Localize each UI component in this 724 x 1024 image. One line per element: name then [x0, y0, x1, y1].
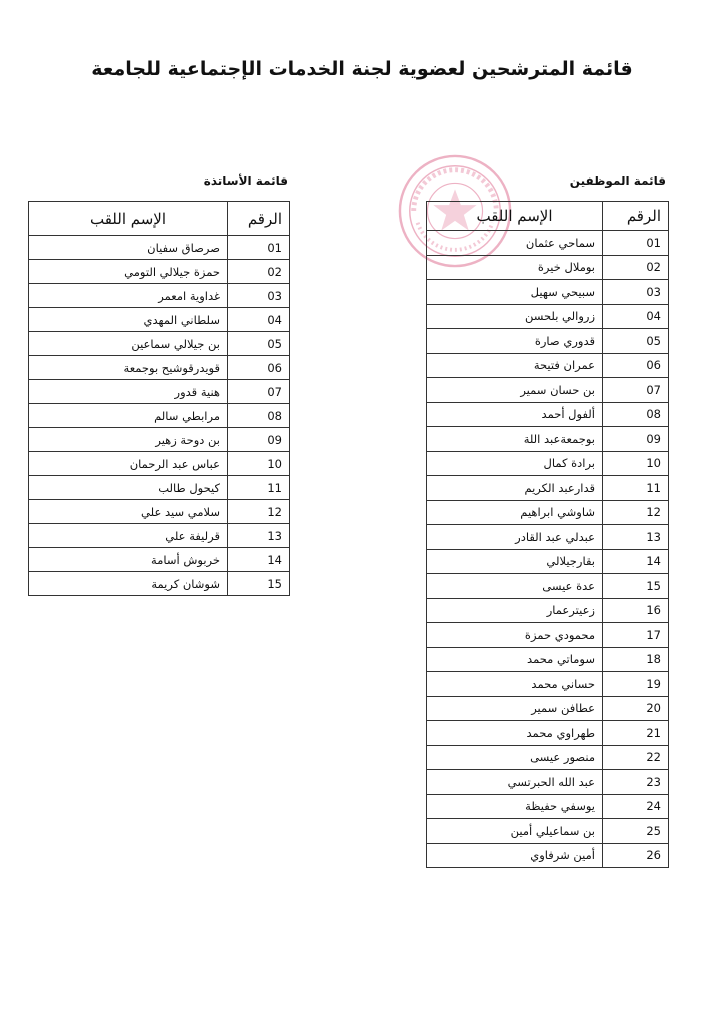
row-number: 02: [228, 260, 290, 284]
row-number: 11: [603, 476, 669, 501]
row-name: عبدلي عبد القادر: [427, 525, 603, 550]
row-number: 09: [603, 427, 669, 452]
row-name: سلامي سيد علي: [29, 500, 228, 524]
table-row: [427, 255, 669, 280]
table-row: [427, 525, 669, 550]
row-number: 07: [603, 378, 669, 403]
row-name: سوماتي محمد: [427, 647, 603, 672]
table-row: [427, 329, 669, 354]
row-number: 12: [228, 500, 290, 524]
row-name: عمران فتيحة: [427, 353, 603, 378]
table-row: [427, 721, 669, 746]
table-row: [427, 819, 669, 844]
row-name: كيحول طالب: [29, 476, 228, 500]
table-row: [29, 260, 290, 284]
table-row: [427, 745, 669, 770]
row-number: 03: [228, 284, 290, 308]
header-name: الإسم اللقب: [29, 202, 228, 236]
row-number: 01: [603, 231, 669, 256]
row-name: بن جيلالي سماعين: [29, 332, 228, 356]
table-row: [427, 770, 669, 795]
row-number: 10: [603, 451, 669, 476]
row-name: بوجمعةعبد اللة: [427, 427, 603, 452]
row-number: 21: [603, 721, 669, 746]
row-name: منصور عيسى: [427, 745, 603, 770]
table-row: [29, 548, 290, 572]
row-number: 05: [603, 329, 669, 354]
staff-table-header: [427, 202, 669, 231]
row-name: بقارجيلالي: [427, 549, 603, 574]
row-number: 10: [228, 452, 290, 476]
row-name: زروالي بلحسن: [427, 304, 603, 329]
page-title: قائمة المترشحين لعضوية لجنة الخدمات الإجتماعية للجامعة: [91, 58, 633, 80]
table-row: [29, 356, 290, 380]
row-name: حساني محمد: [427, 672, 603, 697]
row-number: 15: [228, 572, 290, 596]
table-row: [427, 427, 669, 452]
teachers-table-header: [29, 202, 290, 236]
table-row: [29, 524, 290, 548]
table-row: [427, 304, 669, 329]
row-name: طهراوي محمد: [427, 721, 603, 746]
table-row: [427, 402, 669, 427]
row-name: بن حسان سمير: [427, 378, 603, 403]
table-row: [427, 598, 669, 623]
row-number: 23: [603, 770, 669, 795]
table-row: [29, 572, 290, 596]
row-number: 04: [603, 304, 669, 329]
row-name: قدارعبد الكريم: [427, 476, 603, 501]
table-row: [29, 236, 290, 260]
table-row: [427, 549, 669, 574]
table-row: [427, 672, 669, 697]
header-number: الرقم: [228, 202, 290, 236]
table-row: [427, 476, 669, 501]
row-number: 05: [228, 332, 290, 356]
row-name: يوسفي حفيظة: [427, 794, 603, 819]
row-name: قويدرقوشيح بوجمعة: [29, 356, 228, 380]
row-name: أمين شرفاوي: [427, 843, 603, 868]
row-name: قدوري صارة: [427, 329, 603, 354]
row-number: 01: [228, 236, 290, 260]
row-number: 22: [603, 745, 669, 770]
row-name: صرصاق سفيان: [29, 236, 228, 260]
row-name: بن دوحة زهير: [29, 428, 228, 452]
row-name: محمودي حمزة: [427, 623, 603, 648]
table-row: [427, 574, 669, 599]
row-name: عدة عيسى: [427, 574, 603, 599]
row-number: 07: [228, 380, 290, 404]
row-name: مرابطي سالم: [29, 404, 228, 428]
row-name: ألفول أحمد: [427, 402, 603, 427]
table-row: [29, 308, 290, 332]
teachers-table: [28, 201, 290, 596]
table-row: [29, 428, 290, 452]
row-number: 06: [228, 356, 290, 380]
table-row: [427, 843, 669, 868]
teachers-list-caption: قائمة الأساتذة: [203, 174, 288, 188]
row-name: شاوشي ابراهيم: [427, 500, 603, 525]
row-name: سبيحي سهيل: [427, 280, 603, 305]
row-name: عبد الله الحبرتسي: [427, 770, 603, 795]
row-name: هنية قدور: [29, 380, 228, 404]
row-number: 20: [603, 696, 669, 721]
row-number: 09: [228, 428, 290, 452]
row-name: برادة كمال: [427, 451, 603, 476]
staff-list-caption: قائمة الموظفين: [569, 174, 666, 188]
row-name: سلطاني المهدي: [29, 308, 228, 332]
table-row: [29, 284, 290, 308]
row-number: 15: [603, 574, 669, 599]
table-row: [29, 332, 290, 356]
row-number: 18: [603, 647, 669, 672]
row-name: قرليفة علي: [29, 524, 228, 548]
row-name: حمزة جيلالي التومي: [29, 260, 228, 284]
row-number: 25: [603, 819, 669, 844]
table-row: [29, 380, 290, 404]
row-name: شوشان كريمة: [29, 572, 228, 596]
table-row: [427, 623, 669, 648]
row-number: 14: [603, 549, 669, 574]
row-name: زعيترعمار: [427, 598, 603, 623]
table-row: [29, 500, 290, 524]
row-number: 26: [603, 843, 669, 868]
table-row: [427, 280, 669, 305]
row-number: 12: [603, 500, 669, 525]
header-number: الرقم: [603, 202, 669, 231]
row-number: 24: [603, 794, 669, 819]
row-number: 14: [228, 548, 290, 572]
row-number: 04: [228, 308, 290, 332]
table-row: [427, 696, 669, 721]
row-name: سماحي عثمان: [427, 231, 603, 256]
table-row: [427, 231, 669, 256]
row-number: 11: [228, 476, 290, 500]
table-row: [427, 353, 669, 378]
row-number: 03: [603, 280, 669, 305]
table-row: [29, 452, 290, 476]
header-name: الإسم اللقب: [427, 202, 603, 231]
row-name: خربوش أسامة: [29, 548, 228, 572]
row-number: 02: [603, 255, 669, 280]
row-number: 17: [603, 623, 669, 648]
table-row: [29, 404, 290, 428]
row-name: عباس عبد الرحمان: [29, 452, 228, 476]
row-number: 06: [603, 353, 669, 378]
row-number: 13: [603, 525, 669, 550]
table-row: [427, 647, 669, 672]
row-number: 13: [228, 524, 290, 548]
row-number: 19: [603, 672, 669, 697]
row-name: غداوية امعمر: [29, 284, 228, 308]
row-name: بوملال خيرة: [427, 255, 603, 280]
row-number: 08: [603, 402, 669, 427]
table-row: [427, 500, 669, 525]
row-number: 16: [603, 598, 669, 623]
row-name: بن سماعيلي أمين: [427, 819, 603, 844]
table-row: [29, 476, 290, 500]
table-row: [427, 451, 669, 476]
row-name: عطافن سمير: [427, 696, 603, 721]
table-row: [427, 378, 669, 403]
row-number: 08: [228, 404, 290, 428]
table-row: [427, 794, 669, 819]
staff-table: [426, 201, 669, 868]
